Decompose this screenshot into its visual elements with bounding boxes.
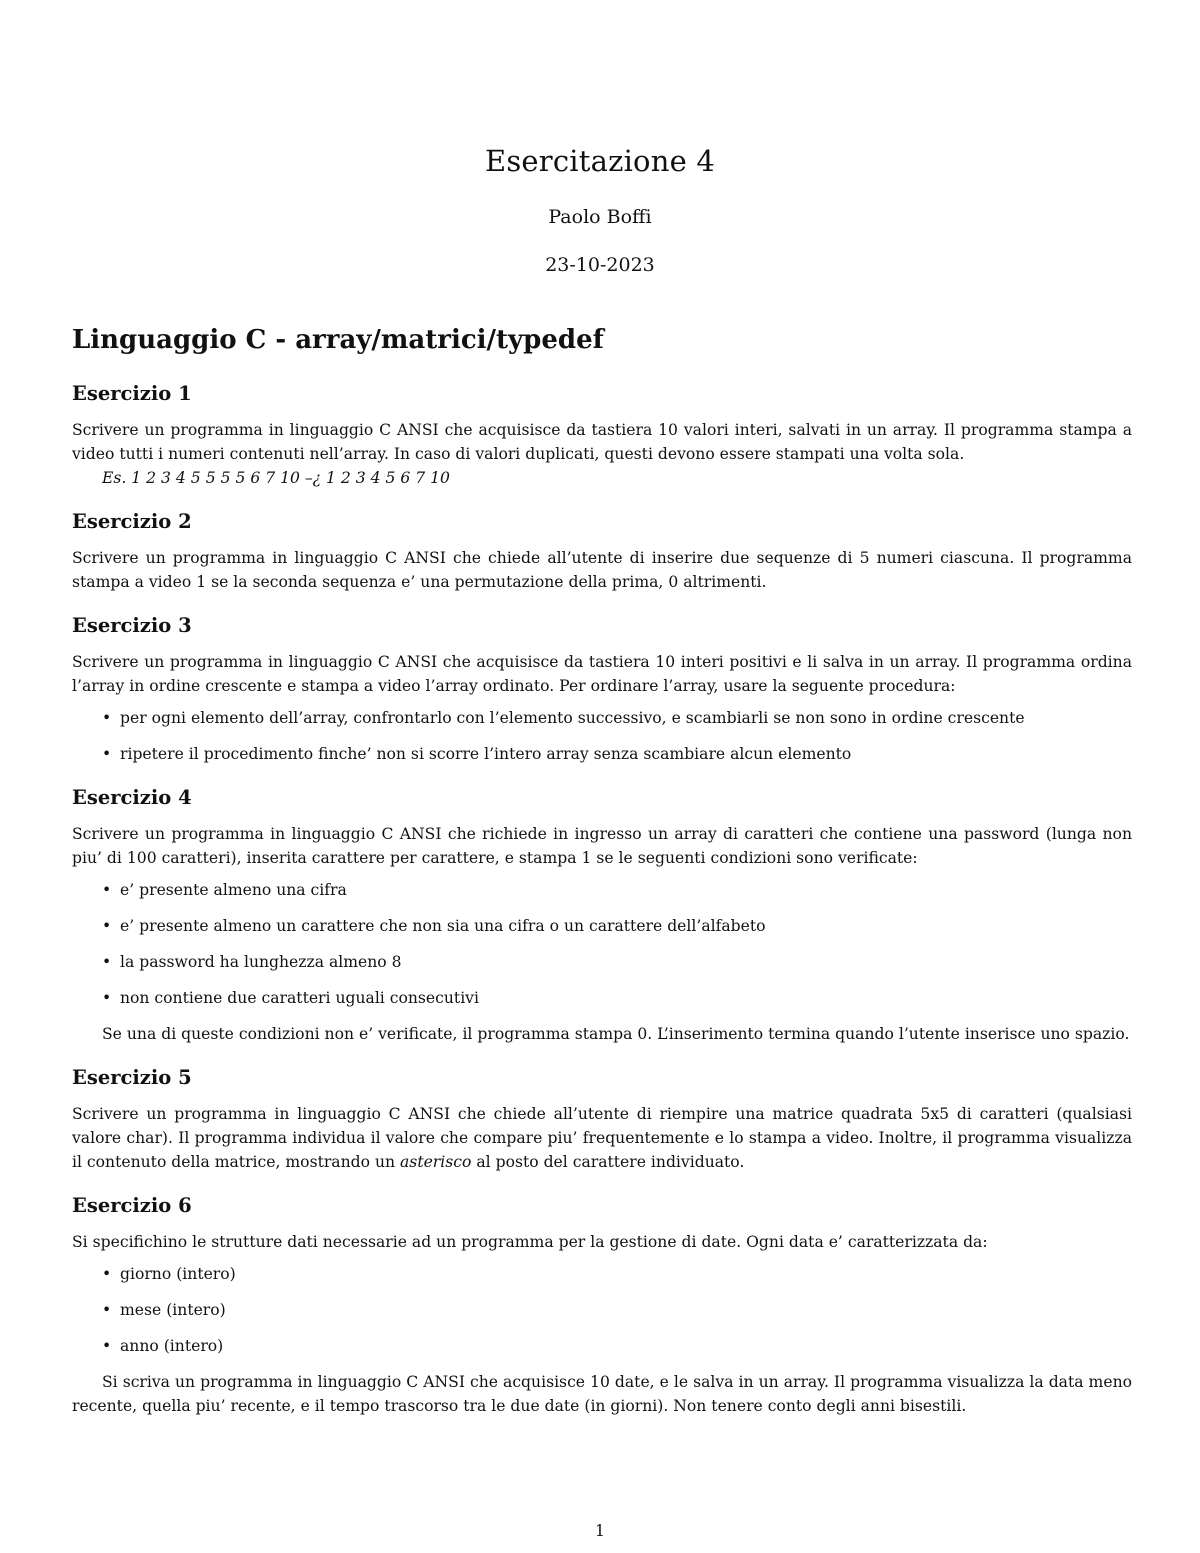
exercise-title: Esercizio 5: [72, 1066, 192, 1089]
list-item-text: per ogni elemento dell’array, confrontarlo con l’elemento successivo, e scambiarli se non sono in ordine crescente: [120, 709, 1025, 727]
list-item: [102, 950, 1132, 974]
list-item: [102, 914, 1132, 938]
list-item-text: anno (intero): [120, 1337, 224, 1355]
exercise-title: Esercizio 1: [72, 382, 192, 405]
document-author: Paolo Boffi: [548, 206, 652, 228]
bullet-list: [72, 1262, 1132, 1358]
bullet-icon: •: [102, 881, 112, 899]
list-item: [102, 706, 1132, 730]
bullet-list: [72, 878, 1132, 1010]
list-item-text: e’ presente almeno un carattere che non sia una cifra o un carattere dell’alfabeto: [120, 917, 766, 935]
exercise-title: Esercizio 4: [72, 786, 192, 809]
list-item: [102, 1298, 1132, 1322]
bullet-icon: •: [102, 989, 112, 1007]
list-item-text: mese (intero): [120, 1301, 226, 1319]
list-item: [102, 1262, 1132, 1286]
title-block: [0, 140, 1200, 278]
exercise-text: Scrivere un programma in linguaggio C ANSI che acquisisce da tastiera 10 interi positivi e li salva in un array. Il programma ordina l’array in ordine crescente e stampa a video l’array ordinato. Per ordinare l’array, usare la seguente procedura:: [72, 653, 1132, 695]
exercise-1: [72, 380, 1132, 490]
bullet-icon: •: [102, 1337, 112, 1355]
exercise-6: [72, 1192, 1132, 1418]
list-item-text: ripetere il procedimento finche’ non si scorre l’intero array senza scambiare alcun elemento: [120, 745, 852, 763]
exercise-text: Scrivere un programma in linguaggio C ANSI che acquisisce da tastiera 10 valori interi, salvati in un array. Il programma stampa a video tutti i numeri contenuti nell’array. In caso di valori duplicati, questi devono essere stampati una volta sola.: [72, 421, 1132, 463]
bullet-icon: •: [102, 745, 112, 763]
document-title: Esercitazione 4: [484, 144, 716, 178]
bullet-list: [72, 706, 1132, 766]
list-item-text: non contiene due caratteri uguali consecutivi: [120, 989, 479, 1007]
list-item: [102, 1334, 1132, 1358]
list-item: [102, 986, 1132, 1010]
list-item-text: giorno (intero): [120, 1265, 236, 1283]
bullet-icon: •: [102, 709, 112, 727]
emphasized-word: asterisco: [400, 1153, 472, 1171]
exercise-followup-text: Se una di queste condizioni non e’ verificate, il programma stampa 0. L’inserimento termina quando l’utente inserisce uno spazio.: [102, 1025, 1130, 1043]
list-item-text: e’ presente almeno una cifra: [120, 881, 347, 899]
list-item-text: la password ha lunghezza almeno 8: [120, 953, 402, 971]
exercise-text: Scrivere un programma in linguaggio C ANSI che richiede in ingresso un array di caratteri che contiene una password (lunga non piu’ di 100 caratteri), inserita carattere per carattere, e stampa 1 se le seguenti condizioni sono verificate:: [72, 825, 1132, 867]
exercise-4: [72, 784, 1132, 1046]
list-item: [102, 742, 1132, 766]
bullet-icon: •: [102, 953, 112, 971]
exercise-5: [72, 1064, 1132, 1174]
bullet-icon: •: [102, 1265, 112, 1283]
exercise-text: Si specifichino le strutture dati necessarie ad un programma per la gestione di date. Ogni data e’ caratterizzata da:: [72, 1233, 988, 1251]
list-item: [102, 878, 1132, 902]
exercise-text: [72, 1102, 1132, 1174]
exercise-title: Esercizio 6: [72, 1194, 192, 1217]
section-title: Linguaggio C - array/matrici/typedef: [72, 325, 604, 355]
document-date: 23-10-2023: [545, 254, 655, 276]
exercise-text: Scrivere un programma in linguaggio C ANSI che chiede all’utente di inserire due sequenze di 5 numeri ciascuna. Il programma stampa a video 1 se la seconda sequenza e’ una permutazione della prima, 0 altrimenti.: [72, 549, 1132, 591]
exercise-title: Esercizio 2: [72, 510, 192, 533]
document-body: [72, 320, 1132, 1436]
bullet-icon: •: [102, 1301, 112, 1319]
exercise-example: Es. 1 2 3 4 5 5 5 5 6 7 10 –¿ 1 2 3 4 5 6 7 10: [102, 469, 450, 487]
page-number: 1: [595, 1522, 605, 1540]
exercise-title: Esercizio 3: [72, 614, 192, 637]
bullet-icon: •: [102, 917, 112, 935]
exercise-text-part: Scrivere un programma in linguaggio C ANSI che chiede all’utente di riempire una matrice quadrata 5x5 di caratteri (qualsiasi valore char). Il programma individua il valore che compare piu’ frequentemente e lo stampa a video. Inoltre, il programma visualizza il contenuto della matrice, mostrando un: [72, 1105, 1132, 1171]
exercise-followup-text: Si scriva un programma in linguaggio C ANSI che acquisisce 10 date, e le salva in un array. Il programma visualizza la data meno recente, quella piu’ recente, e il tempo trascorso tra le due date (in giorni). Non tenere conto degli anni bisestili.: [72, 1373, 1132, 1415]
exercise-3: [72, 612, 1132, 766]
exercise-text-part: al posto del carattere individuato.: [471, 1153, 745, 1171]
exercise-2: [72, 508, 1132, 594]
